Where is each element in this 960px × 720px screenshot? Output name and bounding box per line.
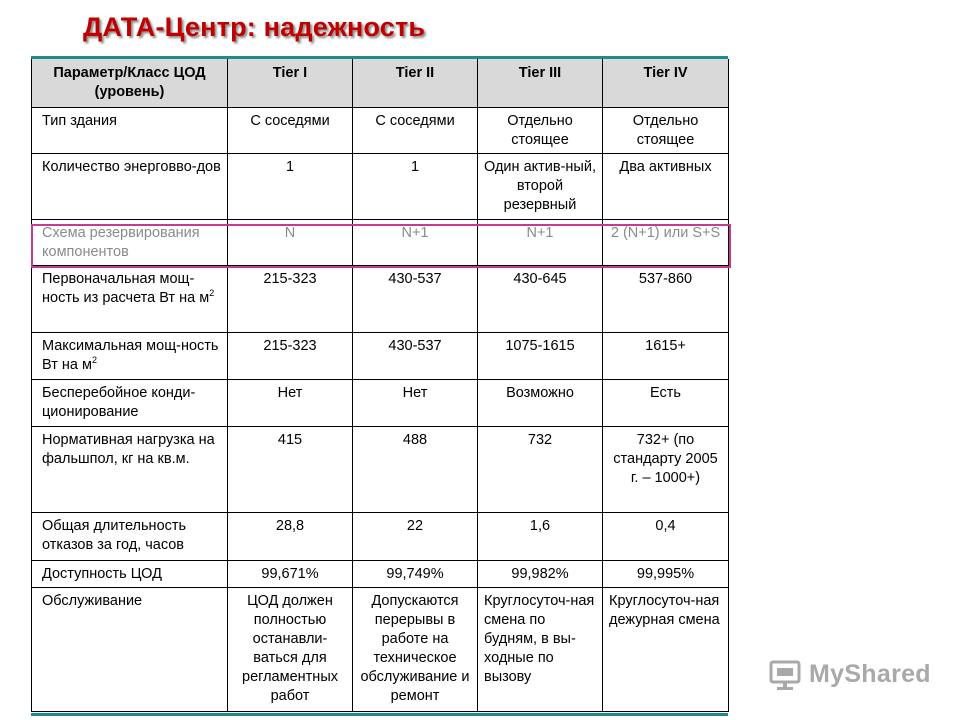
row-tier4: Круглосуточ-ная дежурная смена: [603, 588, 729, 712]
table-row: [32, 513, 729, 561]
row-tier2: С соседями: [353, 108, 478, 154]
table-row: [32, 380, 729, 427]
row-tier1: N: [228, 220, 353, 266]
row-tier3: 1075-1615: [478, 333, 603, 380]
row-tier3: 430-645: [478, 266, 603, 333]
header-tier1: Tier I: [228, 59, 353, 108]
presentation-icon: [767, 656, 803, 692]
row-tier4: Два активных: [603, 154, 729, 220]
row-tier2: N+1: [353, 220, 478, 266]
row-tier1: Нет: [228, 380, 353, 427]
row-tier4: 99,995%: [603, 561, 729, 588]
table-bottom-rule: [31, 713, 728, 716]
reliability-table: [31, 59, 729, 712]
row-param-text: Первоначальная мощ-ность из расчета Вт на м: [42, 271, 210, 306]
row-tier1: 1: [228, 154, 353, 220]
row-tier2: 488: [353, 427, 478, 513]
row-param-text: Максимальная мощ-ность Вт на м: [42, 338, 219, 373]
row-tier4: Есть: [603, 380, 729, 427]
row-tier1: 28,8: [228, 513, 353, 561]
row-tier3: Круглосуточ-ная смена по будням, в вы-ходные по вызову: [478, 588, 603, 712]
row-param: Общая длительность отказов за год, часов: [32, 513, 228, 561]
row-tier4: 2 (N+1) или S+S: [603, 220, 729, 266]
row-tier3: Отдельно стоящее: [478, 108, 603, 154]
row-tier3: Возможно: [478, 380, 603, 427]
row-param: [32, 333, 228, 380]
watermark-text: MyShared: [809, 659, 931, 688]
row-param: Доступность ЦОД: [32, 561, 228, 588]
row-tier4: 0,4: [603, 513, 729, 561]
row-param-sup: 2: [91, 355, 97, 366]
row-tier2: 22: [353, 513, 478, 561]
row-tier1: ЦОД должен полностью останавли-ваться для регламентных работ: [228, 588, 353, 712]
row-tier3: Один актив-ный, второй резервный: [478, 154, 603, 220]
row-tier1: 415: [228, 427, 353, 513]
row-tier1: 99,671%: [228, 561, 353, 588]
row-param-sup: 2: [209, 288, 215, 299]
table-row: [32, 108, 729, 154]
row-tier2: 430-537: [353, 333, 478, 380]
header-tier4: Tier IV: [603, 59, 729, 108]
row-param: Тип здания: [32, 108, 228, 154]
table-row: [32, 266, 729, 333]
row-tier2: 430-537: [353, 266, 478, 333]
row-tier4: 1615+: [603, 333, 729, 380]
row-param: Нормативная нагрузка на фальшпол, кг на кв.м.: [32, 427, 228, 513]
row-param: Бесперебойное конди-ционирование: [32, 380, 228, 427]
row-tier2: Нет: [353, 380, 478, 427]
table-row: [32, 154, 729, 220]
table-row: [32, 561, 729, 588]
table-row: [32, 220, 729, 266]
header-tier2: Tier II: [353, 59, 478, 108]
row-tier4: 732+ (по стандарту 2005 г. – 1000+): [603, 427, 729, 513]
row-tier3: 732: [478, 427, 603, 513]
row-tier2: 99,749%: [353, 561, 478, 588]
row-param: Схема резервирования компонентов: [32, 220, 228, 266]
header-row: [32, 59, 729, 108]
slide-title: ДАТА-Центр: надежность: [83, 12, 426, 42]
row-tier1: 215-323: [228, 266, 353, 333]
row-tier3: 99,982%: [478, 561, 603, 588]
header-param: Параметр/Класс ЦОД (уровень): [32, 59, 228, 108]
row-tier2: 1: [353, 154, 478, 220]
row-tier3: 1,6: [478, 513, 603, 561]
watermark-logo: [767, 656, 931, 692]
row-tier4: 537-860: [603, 266, 729, 333]
header-tier3: Tier III: [478, 59, 603, 108]
table-row: [32, 333, 729, 380]
row-tier4: Отдельно стоящее: [603, 108, 729, 154]
table-row: [32, 427, 729, 513]
row-param: Обслуживание: [32, 588, 228, 712]
row-tier1: 215-323: [228, 333, 353, 380]
row-tier2: Допускаются перерывы в работе на техническое обслуживание и ремонт: [353, 588, 478, 712]
row-param: Количество энерговво-дов: [32, 154, 228, 220]
row-param: [32, 266, 228, 333]
row-tier1: С соседями: [228, 108, 353, 154]
table-row: [32, 588, 729, 712]
row-tier3: N+1: [478, 220, 603, 266]
